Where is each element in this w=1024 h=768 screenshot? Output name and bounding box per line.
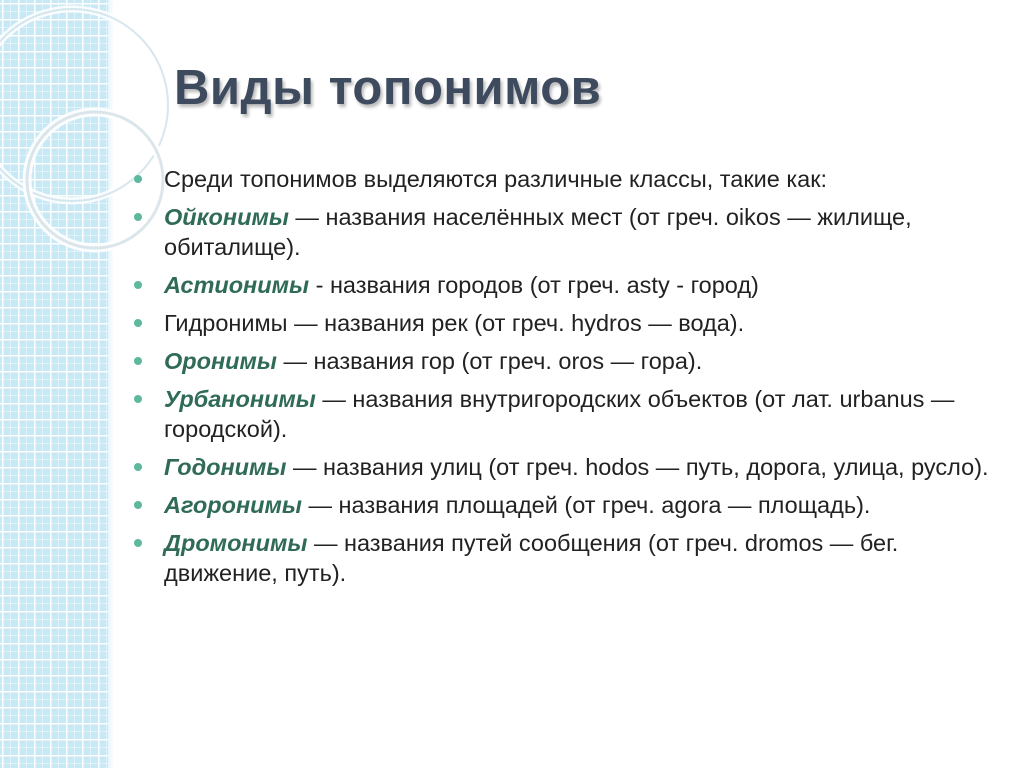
bullet-dot-icon xyxy=(134,539,142,547)
list-item xyxy=(164,202,1014,262)
term: Ойконимы xyxy=(164,204,289,230)
bullet-dot-icon xyxy=(134,213,142,221)
bullet-dot-icon xyxy=(134,501,142,509)
term: Оронимы xyxy=(164,348,277,374)
list-item xyxy=(164,346,1014,376)
bullet-dot-icon xyxy=(134,319,142,327)
term: Агоронимы xyxy=(164,492,302,518)
list-item xyxy=(164,164,1014,194)
item-text: — названия путей сообщения (от греч. dromos — бег. движение, путь). xyxy=(164,530,899,586)
list-item xyxy=(164,384,1014,444)
list-item xyxy=(164,270,1014,300)
item-text: — названия гор (от греч. oros — гора). xyxy=(277,348,703,374)
item-text: - названия городов (от греч. asty - город) xyxy=(309,272,759,298)
term: Годонимы xyxy=(164,454,287,480)
item-text: — названия внутригородских объектов (от лат. urbanus — городской). xyxy=(164,386,955,442)
list-item xyxy=(164,528,1014,588)
item-text: — названия площадей (от греч. agora — площадь). xyxy=(302,492,871,518)
list-item xyxy=(164,308,1014,338)
bullet-dot-icon xyxy=(134,395,142,403)
term: Астионимы xyxy=(164,272,310,298)
item-text: — названия улиц (от греч. hodos — путь, дорога, улица, русло). xyxy=(286,454,989,480)
list-item xyxy=(164,490,1014,520)
item-text: Гидронимы — названия рек (от греч. hydros — вода). xyxy=(164,310,745,336)
item-text: Среди топонимов выделяются различные классы, такие как: xyxy=(164,166,828,192)
item-text: — названия населённых мест (от греч. oikos — жилище, обиталище). xyxy=(164,204,912,260)
bullet-list xyxy=(164,164,1014,596)
bullet-dot-icon xyxy=(134,357,142,365)
term: Урбанонимы xyxy=(164,386,316,412)
list-item xyxy=(164,452,1014,482)
term: Дромонимы xyxy=(164,530,308,556)
slide-title: Виды топонимов xyxy=(174,61,602,115)
bullet-dot-icon xyxy=(134,175,142,183)
bullet-dot-icon xyxy=(134,281,142,289)
bullet-dot-icon xyxy=(134,463,142,471)
